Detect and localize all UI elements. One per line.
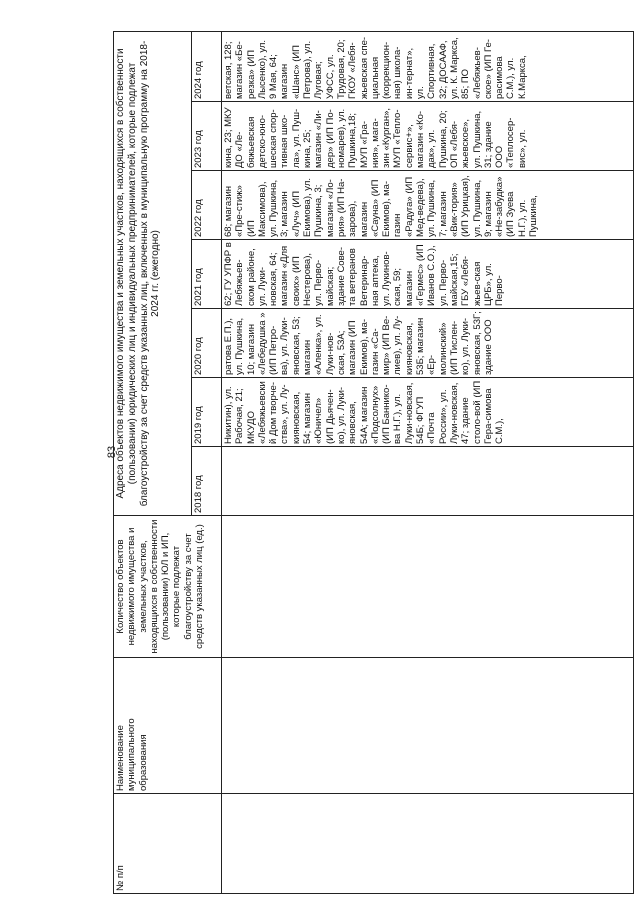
address-cell-2021 [222,240,634,309]
address-text: ратова Е.П.), ул. Пушкина, 10; магазин «Лебедушка » (ИП Петро-ва), ул. Луки-яновская, 53; магазин «Аленка», ул. Луки-нов-ская, 53А; магазин (ИП Екимов), ма-газин «Са-мир» (ИП Ве-лиев), ул. Лу-кияновская, 53Б; магазин «Ер-молинский» (ИП Тислен-ко), ул. Луки-яновская, 53Г; здание ООО [223,311,494,375]
address-cell-2023 [222,102,634,171]
year-header: 2021 год [192,240,222,309]
address-text: кина, 23; МКУ ДО «Ле-бяжьевская детско-юно-шеская спор-тивная шко-ла», ул. Пуш-кина, 25; магазин «Ли-дер» (ИП По-номарев), ул. Пушкина,18; МУП «Гра-ния», мага-зин «Курган», МУП «Тепло-сервис+», магазин «Ко-дак», ул. Пушкина, 20; ОП «Лебя-жьевское», ул. Пушкина, 31; здание ООО «Теплосер-вис», ул. [223,107,528,168]
year-header: 2023 год [192,102,222,171]
row-municipality-cell [222,658,634,794]
page-number: 83 [106,445,118,459]
year-header: 2024 год [192,31,222,101]
header-count: Количество объектов недвижимого имущества и земельных участков, находящихся в собственности (пользовании) ЮЛ и ИП, которые подлежат благоустройству за счет средств указанных лиц (ед.) [114,516,222,658]
row-number-cell [222,794,634,894]
header-number: № п/п [114,794,222,894]
table-row [222,31,634,893]
row-count-cell [222,516,634,658]
year-header: 2020 год [192,309,222,378]
year-header: 2019 год [192,378,222,447]
address-cell-2018 [222,447,634,516]
address-cell-2020 [222,309,634,378]
address-text: ветская, 128; магазин «Бе-резка» (ИП Лысенко), ул. 9 Мая, 64; магазин «Шанс» (ИП Петрова), ул. Луговая; УФСС, ул. Трудовая, 20; ГКОУ «Лебя-жьевская спе-циальная (коррекцион-ная) школа-ин-тернат», ул. Спортивная, 32; ДОСААФ, ул. К. Маркса, 85; ПО «Лебяжьев-ское» (ИП Ге-расимова С.М.), ул. К.Маркса, [223,36,528,99]
address-text: 62; ГУ УПФР в Лебяжьев-ском районе, ул. Луки-новская, 64; магазин «Для своих» (ИП Нестерова), ул. Перво-майская; здание Сове-та ветеранов Ветеринар-ная аптека, ул. Лукинов-ская, 59; магазин «Гермес» (ИП Иванов С.О.), ул. Перво-майская,15; ГБУ «Лебя-жьев-ская ЦРБ», ул. Перво- [223,242,506,306]
rotated-page-content [113,32,634,894]
address-cell-2022 [222,171,634,240]
address-cell-2024 [222,31,634,101]
header-addresses: Адреса объектов недвижимого имущества и земельных участков, находящихся в собственности (пользовании) юридических лиц и индивидуальных предпринимателей, которые подлежат благоустройству за счет средств указанных лиц, включенных в муниципальную программу на 2018-2024 гг. (ежегодно) [114,31,192,515]
year-header: 2018 год [192,447,222,516]
address-text [223,449,403,513]
header-municipality: Наименование муниципального образования [114,658,222,794]
address-text: 68; магазин «Пре-стиж» (ИП Максимова), ул. Пушкина, 3; магазин «Луч» (ИП Екимова), ул. Пушкина, 3; магазин «Ло-рия» (ИП На-зарова), магазин «Сауна» (ИП Екимов), ма-газин «Радуга» (ИП Мед-ведева), ул. Пушкина, 7; магазин «Вик-тория» (ИП Урицкая), ул. Пушкина, 9; магазин «Не-забудка» (ИП Зуева Н.Г.), ул. Пушкина, [223,175,540,237]
address-cell-2019 [222,378,634,447]
year-header: 2022 год [192,171,222,240]
address-text: Никитин), ул. Рабочая, 21; МКУДО «Лебяжьевский Дом творче-ства», ул. Лу-кияновская, 54; магазин «Юничел» (ИП Дьячен-ко), ул. Луки-яновская, 54А; магазин «Подсолнух» (ИП Баннико-ва Н.Г.), ул. Луки-новская, 54Б; ФГУП «Почта России», ул. Луки-новская, 47; здание столо-вой (ИП Гера-симова С.М.), [223,380,506,444]
addresses-table [113,31,634,894]
